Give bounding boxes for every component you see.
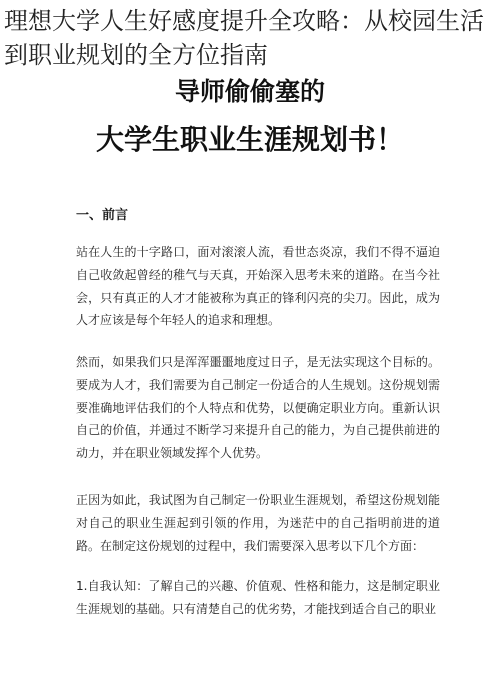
section-heading: 一、前言 [76,208,129,223]
paragraph-4: 1.自我认知：了解自己的兴趣、价值观、性格和能力，这是制定职业生涯规划的基础。只有清楚自己的优劣势，才能找到适合自己的职业 [76,579,440,616]
caption-title: 理想大学人生好感度提升全攻略：从校园生活到职业规划的全方位指南 [4,7,484,69]
document-title-line-2: 大学生职业生涯规划书！ [95,123,404,156]
paragraph-2: 然而，如果我们只是浑浑噩噩地度过日子，是无法实现这个目标的。要成为人才，我们需要为自己制定一份适合的人生规划。这份规划需要准确地评估我们的个人特点和优势，以便确定职业方向。重新认识自己的价值，并通过不断学习来提升自己的能力，为自己提供前进的动力，并在职业领域发挥个人优势。 [76,355,440,461]
document-title-line-1: 导师偷偷塞的 [174,77,325,106]
paragraph-1: 站在人生的十字路口，面对滚滚人流，看世态炎凉，我们不得不逼迫自己收敛起曾经的稚气与天真，开始深入思考未来的道路。在当今社会，只有真正的人才才能被称为真正的锋利闪亮的尖刀。因此，成为人才应该是每个年轻人的追求和理想。 [76,245,440,328]
paragraph-3: 正因为如此，我试图为自己制定一份职业生涯规划，希望这份规划能对自己的职业生涯起到引领的作用，为迷茫中的自己指明前进的道路。在制定这份规划的过程中，我们需要深入思考以下几个方面： [76,493,440,553]
